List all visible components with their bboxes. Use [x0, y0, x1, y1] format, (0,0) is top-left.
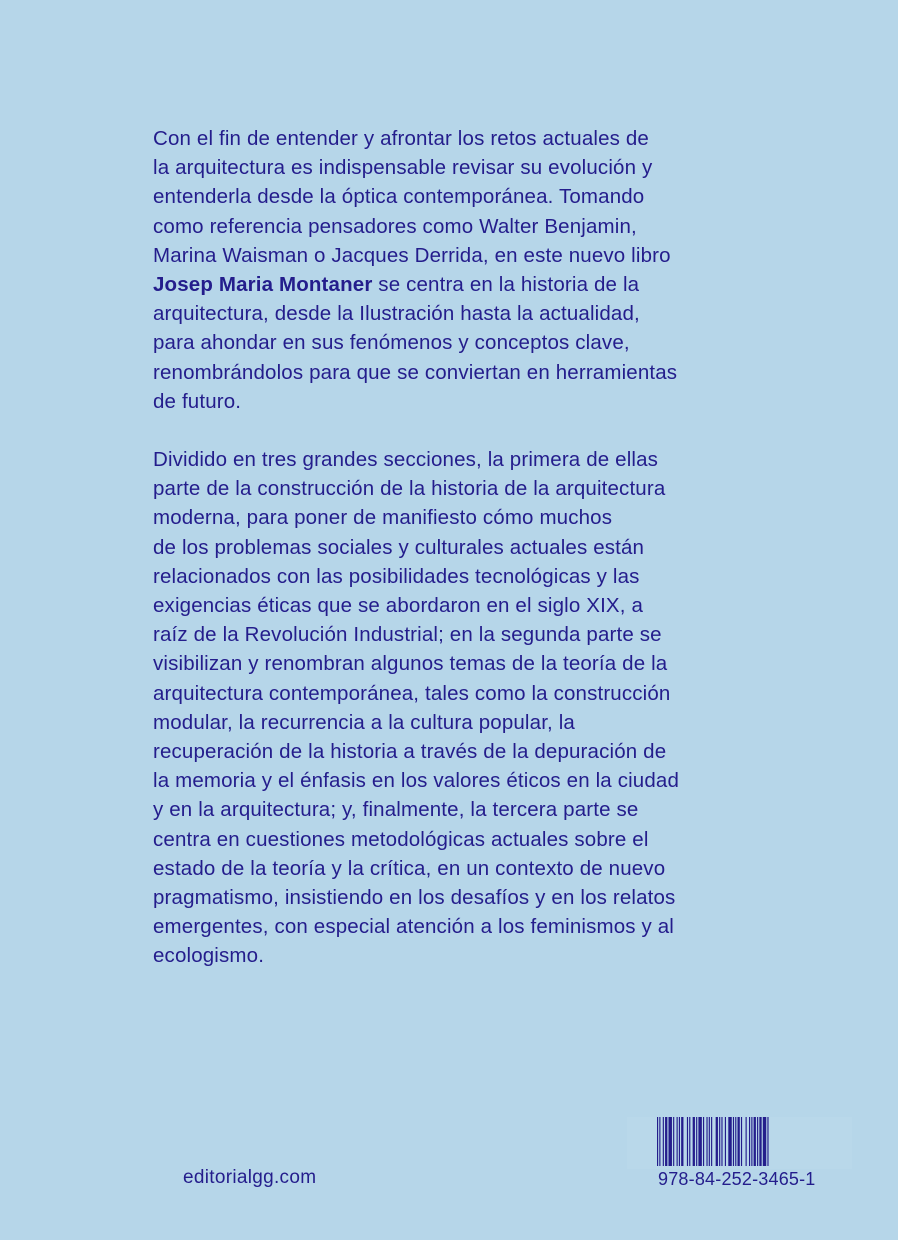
- text-line: de futuro.: [153, 389, 242, 413]
- paragraph-2: [153, 445, 763, 971]
- text-line: [153, 270, 763, 299]
- text-line: la memoria y el énfasis en los valores éticos en la ciudad: [153, 769, 680, 793]
- text-line: y en la arquitectura; y, finalmente, la tercera parte se: [153, 798, 639, 822]
- text-line: de los problemas sociales y culturales actuales están: [153, 535, 645, 559]
- text-line: moderna, para poner de manifiesto cómo muchos: [153, 506, 613, 530]
- text-line: para ahondar en sus fenómenos y conceptos clave,: [153, 331, 630, 355]
- text-line: modular, la recurrencia a la cultura popular, la: [153, 710, 575, 734]
- text-line: la arquitectura es indispensable revisar su evolución y: [153, 156, 653, 180]
- text-line: ecologismo.: [153, 944, 265, 968]
- paragraph-1: [153, 124, 763, 416]
- isbn-number: 978-84-252-3465-1: [658, 1169, 816, 1189]
- text-line: Dividido en tres grandes secciones, la primera de ellas: [153, 448, 659, 472]
- text-line: emergentes, con especial atención a los feminismos y al: [153, 915, 675, 939]
- text-line: entenderla desde la óptica contemporánea. Tomando: [153, 185, 645, 209]
- text-line: Marina Waisman o Jacques Derrida, en este nuevo libro: [153, 243, 671, 267]
- text-line: renombrándolos para que se conviertan en herramientas: [153, 360, 678, 384]
- text-line: relacionados con las posibilidades tecnológicas y las: [153, 564, 640, 588]
- text-line: Con el fin de entender y afrontar los retos actuales de: [153, 127, 649, 150]
- text-line: visibilizan y renombran algunos temas de la teoría de la: [153, 652, 668, 676]
- text-fragment: se centra en la historia de la: [372, 273, 640, 297]
- back-cover-text: [153, 124, 763, 971]
- author-name: Josep Maria Montaner: [153, 273, 373, 297]
- text-line: parte de la construcción de la historia de la arquitectura: [153, 477, 666, 501]
- text-line: raíz de la Revolución Industrial; en la segunda parte se: [153, 623, 662, 647]
- barcode-icon: [657, 1117, 820, 1166]
- publisher-website: editorialgg.com: [183, 1167, 317, 1188]
- text-line: estado de la teoría y la crítica, en un contexto de nuevo: [153, 856, 666, 880]
- text-line: arquitectura contemporánea, tales como la construcción: [153, 681, 671, 705]
- text-line: recuperación de la historia a través de la depuración de: [153, 740, 667, 764]
- text-line: arquitectura, desde la Ilustración hasta la actualidad,: [153, 302, 640, 326]
- text-line: como referencia pensadores como Walter Benjamin,: [153, 214, 637, 238]
- text-line: exigencias éticas que se abordaron en el siglo XIX, a: [153, 594, 643, 618]
- text-line: pragmatismo, insistiendo en los desafíos y en los relatos: [153, 886, 676, 910]
- text-line: centra en cuestiones metodológicas actuales sobre el: [153, 827, 649, 851]
